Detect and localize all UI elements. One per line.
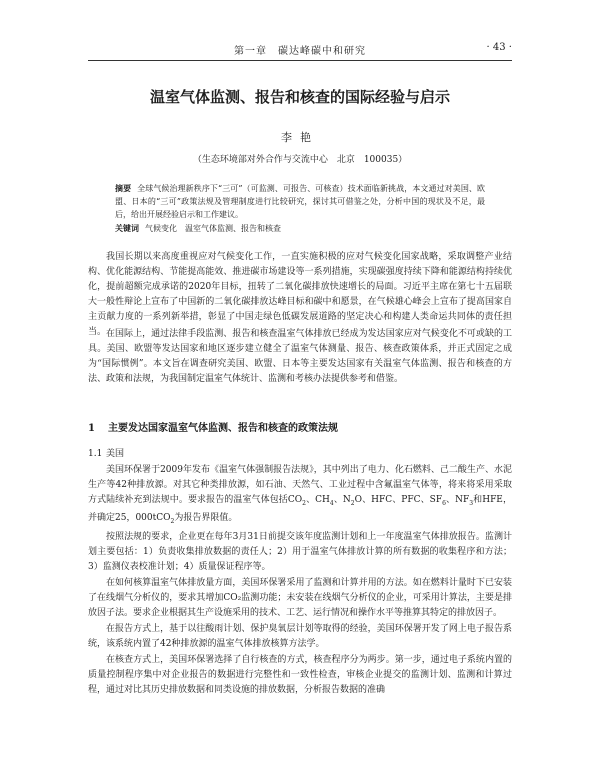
paragraph bbox=[88, 463, 512, 529]
abstract-block bbox=[115, 182, 485, 235]
subscript: 6 bbox=[442, 499, 446, 507]
paragraph: 在核查方式上，美国环保署选择了自行核查的方式，核查程序分为两步。第一步，通过电子系统内置的质量控制程序集中对企业报告的数据进行完整性和一致性检查，审核企业提交的监测计划、监测和计算过程，通过对比其历史排放数据和同类设施的排放数据，分析报告数据的准确 bbox=[88, 654, 512, 695]
abstract bbox=[115, 182, 485, 221]
paragraph: 在如何核算温室气体排放量方面，美国环保署采用了监测和计算并用的方法。如在燃料计量时下已安装了在线烟气分析仪的，要求其增加CO₂监测功能；未安装在线烟气分析仪的企业，可采用计算法，主要是排放因子法。要求企业根据其生产设施采用的技术、工艺、运行情况和操作水平等推算其特定的排放因子。 bbox=[88, 577, 512, 618]
header-rule bbox=[88, 60, 512, 61]
section-number: 1 bbox=[88, 423, 95, 434]
intro-paragraph-2 bbox=[88, 327, 512, 388]
paragraph: 在报告方式上，基于以往酸雨计划、保护臭氧层计划等取得的经验，美国环保署开发了网上电子报告系统，该系统内置了42种排放源的温室气体排放核算方法学。 bbox=[88, 623, 512, 649]
subscript: 2 bbox=[302, 499, 306, 507]
page-number: · 43 · bbox=[486, 42, 512, 53]
paragraph: 在国际上，通过法律手段监测、报告和核查温室气体排放已经成为发达国家应对气候变化不可或缺的工具。美国、欧盟等发达国家和地区逐步建立健全了温室气体测量、报告、核查政策体系，并正式固定之成为“国际惯例”。本文旨在调查研究美国、欧盟、日本等主要发达国家有关温室气体监测、报告和核查的方法、政策和法规，为我国制定温室气体统计、监测和考核办法提供参考和借鉴。 bbox=[88, 329, 512, 384]
author-affiliation: （生态环境部对外合作与交流中心 北京 100035） bbox=[192, 155, 408, 165]
article-title: 温室气体监测、报告和核查的国际经验与启示 bbox=[149, 88, 450, 106]
keywords bbox=[115, 222, 485, 235]
text-run: 为报告界限值。 bbox=[174, 512, 238, 523]
paragraph: 我国长期以来高度重视应对气候变化工作，一直实施积极的应对气候变化国家战略，采取调整产业结构、优化能源结构、节能提高能效、推进碳市场建设等一系列措施，实现碳强度持续下降和能源结构持续优化，提前超额完成承诺的2020年目标，扭转了二氧化碳排放快速增长的局面。习近平主席在第七十五届联大一般性辩论上宣布了中国新的二氧化碳排放达峰目标和碳中和愿景，在气候雄心峰会上宣布了提高国家自主贡献力度的一系列新举措，彰显了中国走绿色低碳发展道路的坚定决心和构建人类命运共同体的责任担当。 bbox=[88, 252, 512, 337]
text-run: 、N bbox=[333, 495, 351, 505]
text-run: 和HFE，并确定25，000tCO bbox=[88, 495, 512, 523]
section-body bbox=[88, 463, 512, 699]
keywords-label: 关键词 bbox=[115, 223, 139, 233]
running-title: 第一章 碳达峰碳中和研究 bbox=[234, 46, 366, 57]
subscript: 3 bbox=[469, 499, 474, 507]
text-run: 、NF bbox=[445, 495, 470, 505]
text-run: 美国环保署于2009年发布《温室气体强制报告法规》，其中列出了电力、化石燃料、己二酸生产、水泥生产等42种排放源。对其它种类排放源，如石油、天然气、工业过程中含氟温室气体等，将来将采用采取方式陆续补充到法规中。要求报告的温室气体包括CO bbox=[88, 465, 512, 505]
section-heading-1 bbox=[88, 419, 338, 434]
subscript: 2 bbox=[350, 499, 355, 507]
running-header bbox=[88, 42, 512, 58]
subscript: 4 bbox=[329, 499, 334, 507]
subsection-title: 美国 bbox=[106, 449, 125, 459]
paragraph: 按照法规的要求，企业更在每年3月31日前提交该年度监测计划和上一年度温室气体排放报告。监测计划主要包括：1）负责收集排放数据的责任人；2）用于温室气体排放计算的所有数据的收集程序和方法；3）监测仪表校准计划；4）质量保证程序等。 bbox=[88, 531, 512, 572]
abstract-label: 摘要 bbox=[115, 183, 132, 193]
section-title: 主要发达国家温室气体监测、报告和核查的政策法规 bbox=[108, 423, 338, 434]
text-run: O、HFC、PFC、SF bbox=[354, 495, 443, 505]
subsection-heading-1-1 bbox=[88, 446, 124, 459]
subsection-number: 1.1 bbox=[88, 449, 103, 459]
text-run: 、CH bbox=[305, 495, 330, 505]
abstract-text: 全球气候治理新秩序下“三可”（可监测、可报告、可核查）技术面临新挑战，本文通过对美国、欧盟、日本的“三可”政策法规及管理制度进行比较研究，探讨其可借鉴之处，分析中国的现状及不足，最后，给出开展经验启示和工作建议。 bbox=[115, 184, 485, 219]
keywords-text: 气候变化 温室气体监测、报告和核查 bbox=[145, 224, 281, 233]
subscript: 2 bbox=[170, 517, 175, 525]
article-author: 李艳 bbox=[281, 131, 319, 144]
